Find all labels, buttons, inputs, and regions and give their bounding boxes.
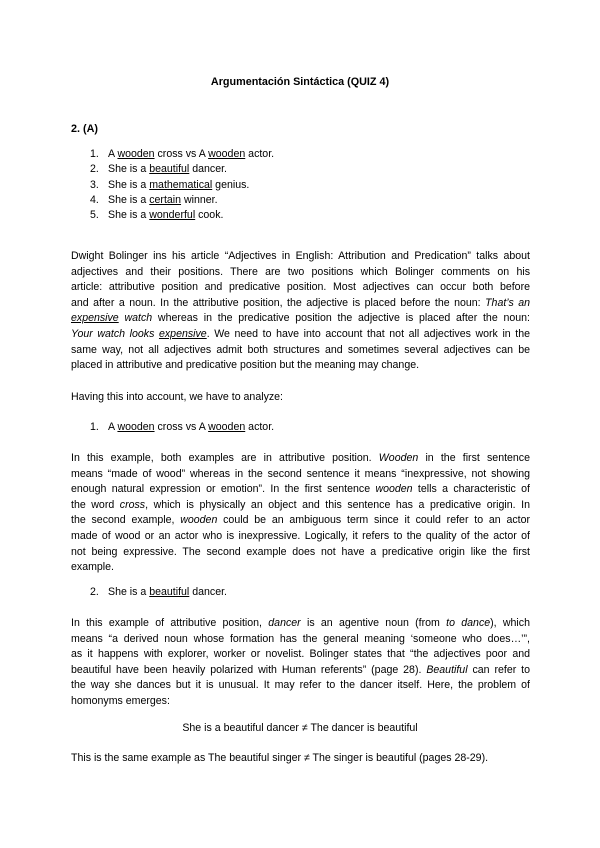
dancer-paragraph: In this example of attributive position, dancer is an agentive noun (from to dance), which means “a derived noun whose formation has the general meaning ‘someone who does…’”, as it happens with explorer, worker or novelist. Bolinger states that “the adjectives poor and beautiful have been heavily polarized with Human referents” (page 28). Beautiful can refer to the way she dances but it is unusual. It may refer to the dancer itself. Here, the problem of homonyms emerges: <box>71 617 530 707</box>
list-item: 4. She is a certain winner. <box>90 193 218 206</box>
example-heading: 2. She is a beautiful dancer. <box>90 586 227 598</box>
examples-list <box>90 147 274 223</box>
contrast-line: She is a beautiful dancer ≠ The dancer is beautiful <box>182 722 418 734</box>
list-item: 3. She is a mathematical genius. <box>90 178 250 191</box>
example-heading: 1. A wooden cross vs A wooden actor. <box>90 421 275 433</box>
intro-paragraph: Dwight Bolinger ins his article “Adjectives in English: Attribution and Predication” talks about adjectives and their positions. There are two positions which Bolinger comments on his article: attributive position and predicative position. Most adjectives can occur both before and after a noun. In the attributive position, the adjective is placed before the noun: That’s an expensive watch whereas in the predicative position the adjective is placed after the noun: Your watch looks expensive. We need to have into account that not all adjectives work in the same way, not all adjectives admit both structures and sometimes several adjectives can be placed in attributive and predicative position but the meaning may change. <box>71 250 531 372</box>
page-title: Argumentación Sintáctica (QUIZ 4) <box>210 76 390 88</box>
wooden-paragraph: In this example, both examples are in attributive position. Wooden in the first sentence means “made of wood” whereas in the second sentence it means “inexpressive, not showing enough natural expression or emotion”. In the first sentence wooden tells a characteristic of the word cross, which is physically an object and this sentence has a predicative origin. In the second example, wooden could be an ambiguous term since it could refer to an actor made of wood or an actor who is inexpressive. Logically, it refers to the quality of the actor of not being expressive. The second example does not have a predicative origin like the first example. <box>71 452 530 574</box>
list-item: 2. She is a beautiful dancer. <box>90 163 227 176</box>
section-label: 2. (A) <box>71 123 98 135</box>
list-item: 1. A wooden cross vs A wooden actor. <box>90 148 275 160</box>
list-item: 5. She is a wonderful cook. <box>90 209 224 222</box>
final-line: This is the same example as The beautiful singer ≠ The singer is beautiful (pages 28-29). <box>71 752 489 764</box>
analyze-line: Having this into account, we have to analyze: <box>71 391 283 403</box>
